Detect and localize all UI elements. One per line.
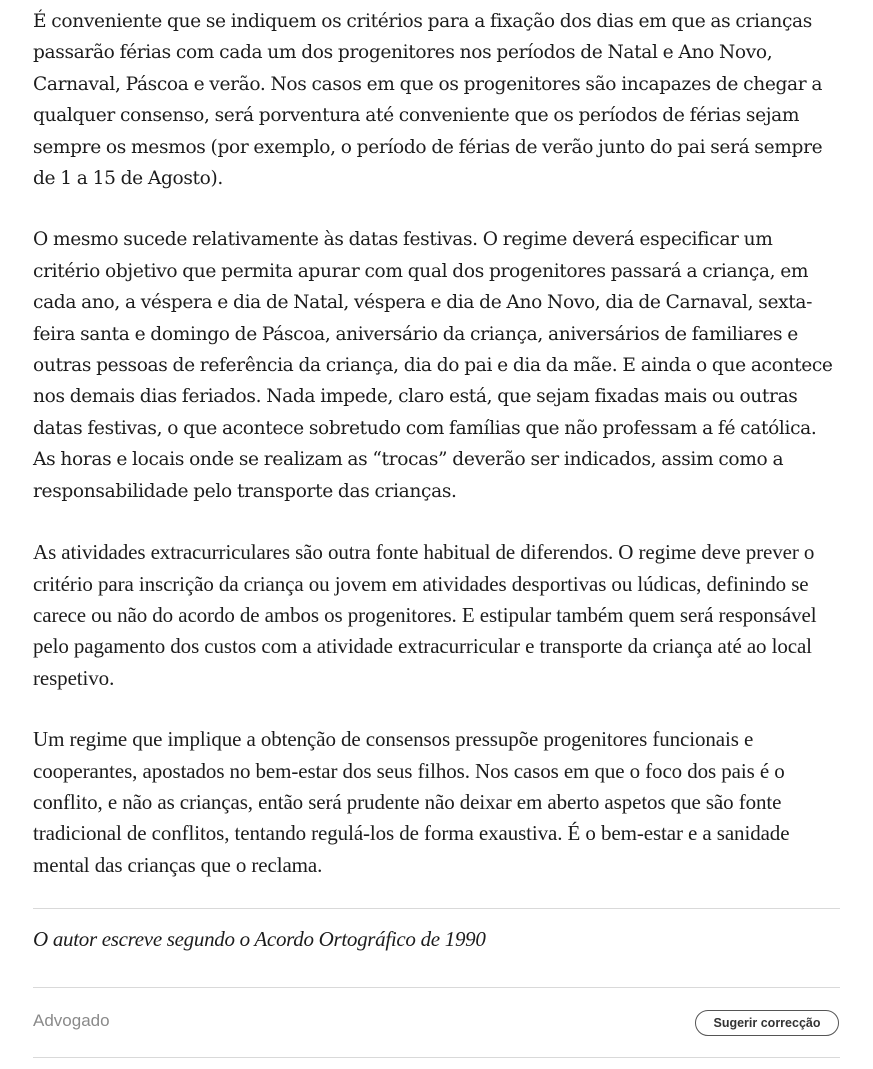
orthography-note: O autor escreve segundo o Acordo Ortográfico de 1990 [33,927,486,951]
divider-top [33,908,840,909]
article-paragraph-4: Um regime que implique a obtenção de consensos pressupõe progenitores funcionais e cooperantes, apostados no bem-estar dos seus filhos. Nos casos em que o foco dos pais é o conflito, e não as crianças, então será prudente não deixar em aberto aspetos que são fonte tradicional de conflitos, tentando regulá-los de forma exaustiva. É o bem-estar e a sanidade mental das crianças que o reclama. [33,727,790,877]
divider-bottom [33,1057,840,1058]
suggest-correction-button[interactable]: Sugerir correcção [695,1010,839,1036]
article-paragraph-3: As atividades extracurriculares são outra fonte habitual de diferendos. O regime deve prever o critério para inscrição da criança ou jovem em atividades desportivas ou lúdicas, definindo se carece ou não do acordo de ambos os progenitores. E estipular também quem será responsável pelo pagamento dos custos com a atividade extracurricular e transporte da criança até ao local respetivo. [33,540,817,690]
article-paragraph-2: O mesmo sucede relativamente às datas festivas. O regime deverá especificar um critério objetivo que permita apurar com qual dos progenitores passará a criança, em cada ano, a véspera e dia de Natal, véspera e dia de Ano Novo, dia de Carnaval, sexta-feira santa e domingo de Páscoa, aniversário da criança, aniversários de familiares e outras pessoas de referência da criança, dia do pai e dia da mãe. E ainda o que acontece nos demais dias feriados. Nada impede, claro está, que sejam fixadas mais ou outras datas festivas, o que acontece sobretudo com famílias que não professam a fé católica. As horas e locais onde se realizam as “trocas” deverão ser indicados, assim como a responsabilidade pelo transporte das crianças. [33,229,833,502]
article-body [33,6,841,911]
divider-middle [33,987,840,988]
author-role: Advogado [33,1011,110,1030]
article-paragraph-1: É conveniente que se indiquem os critérios para a fixação dos dias em que as crianças passarão férias com cada um dos progenitores nos períodos de Natal e Ano Novo, Carnaval, Páscoa e verão. Nos casos em que os progenitores são incapazes de chegar a qualquer consenso, será porventura até conveniente que os períodos de férias sejam sempre os mesmos (por exemplo, o período de férias de verão junto do pai será sempre de 1 a 15 de Agosto). [33,11,823,190]
